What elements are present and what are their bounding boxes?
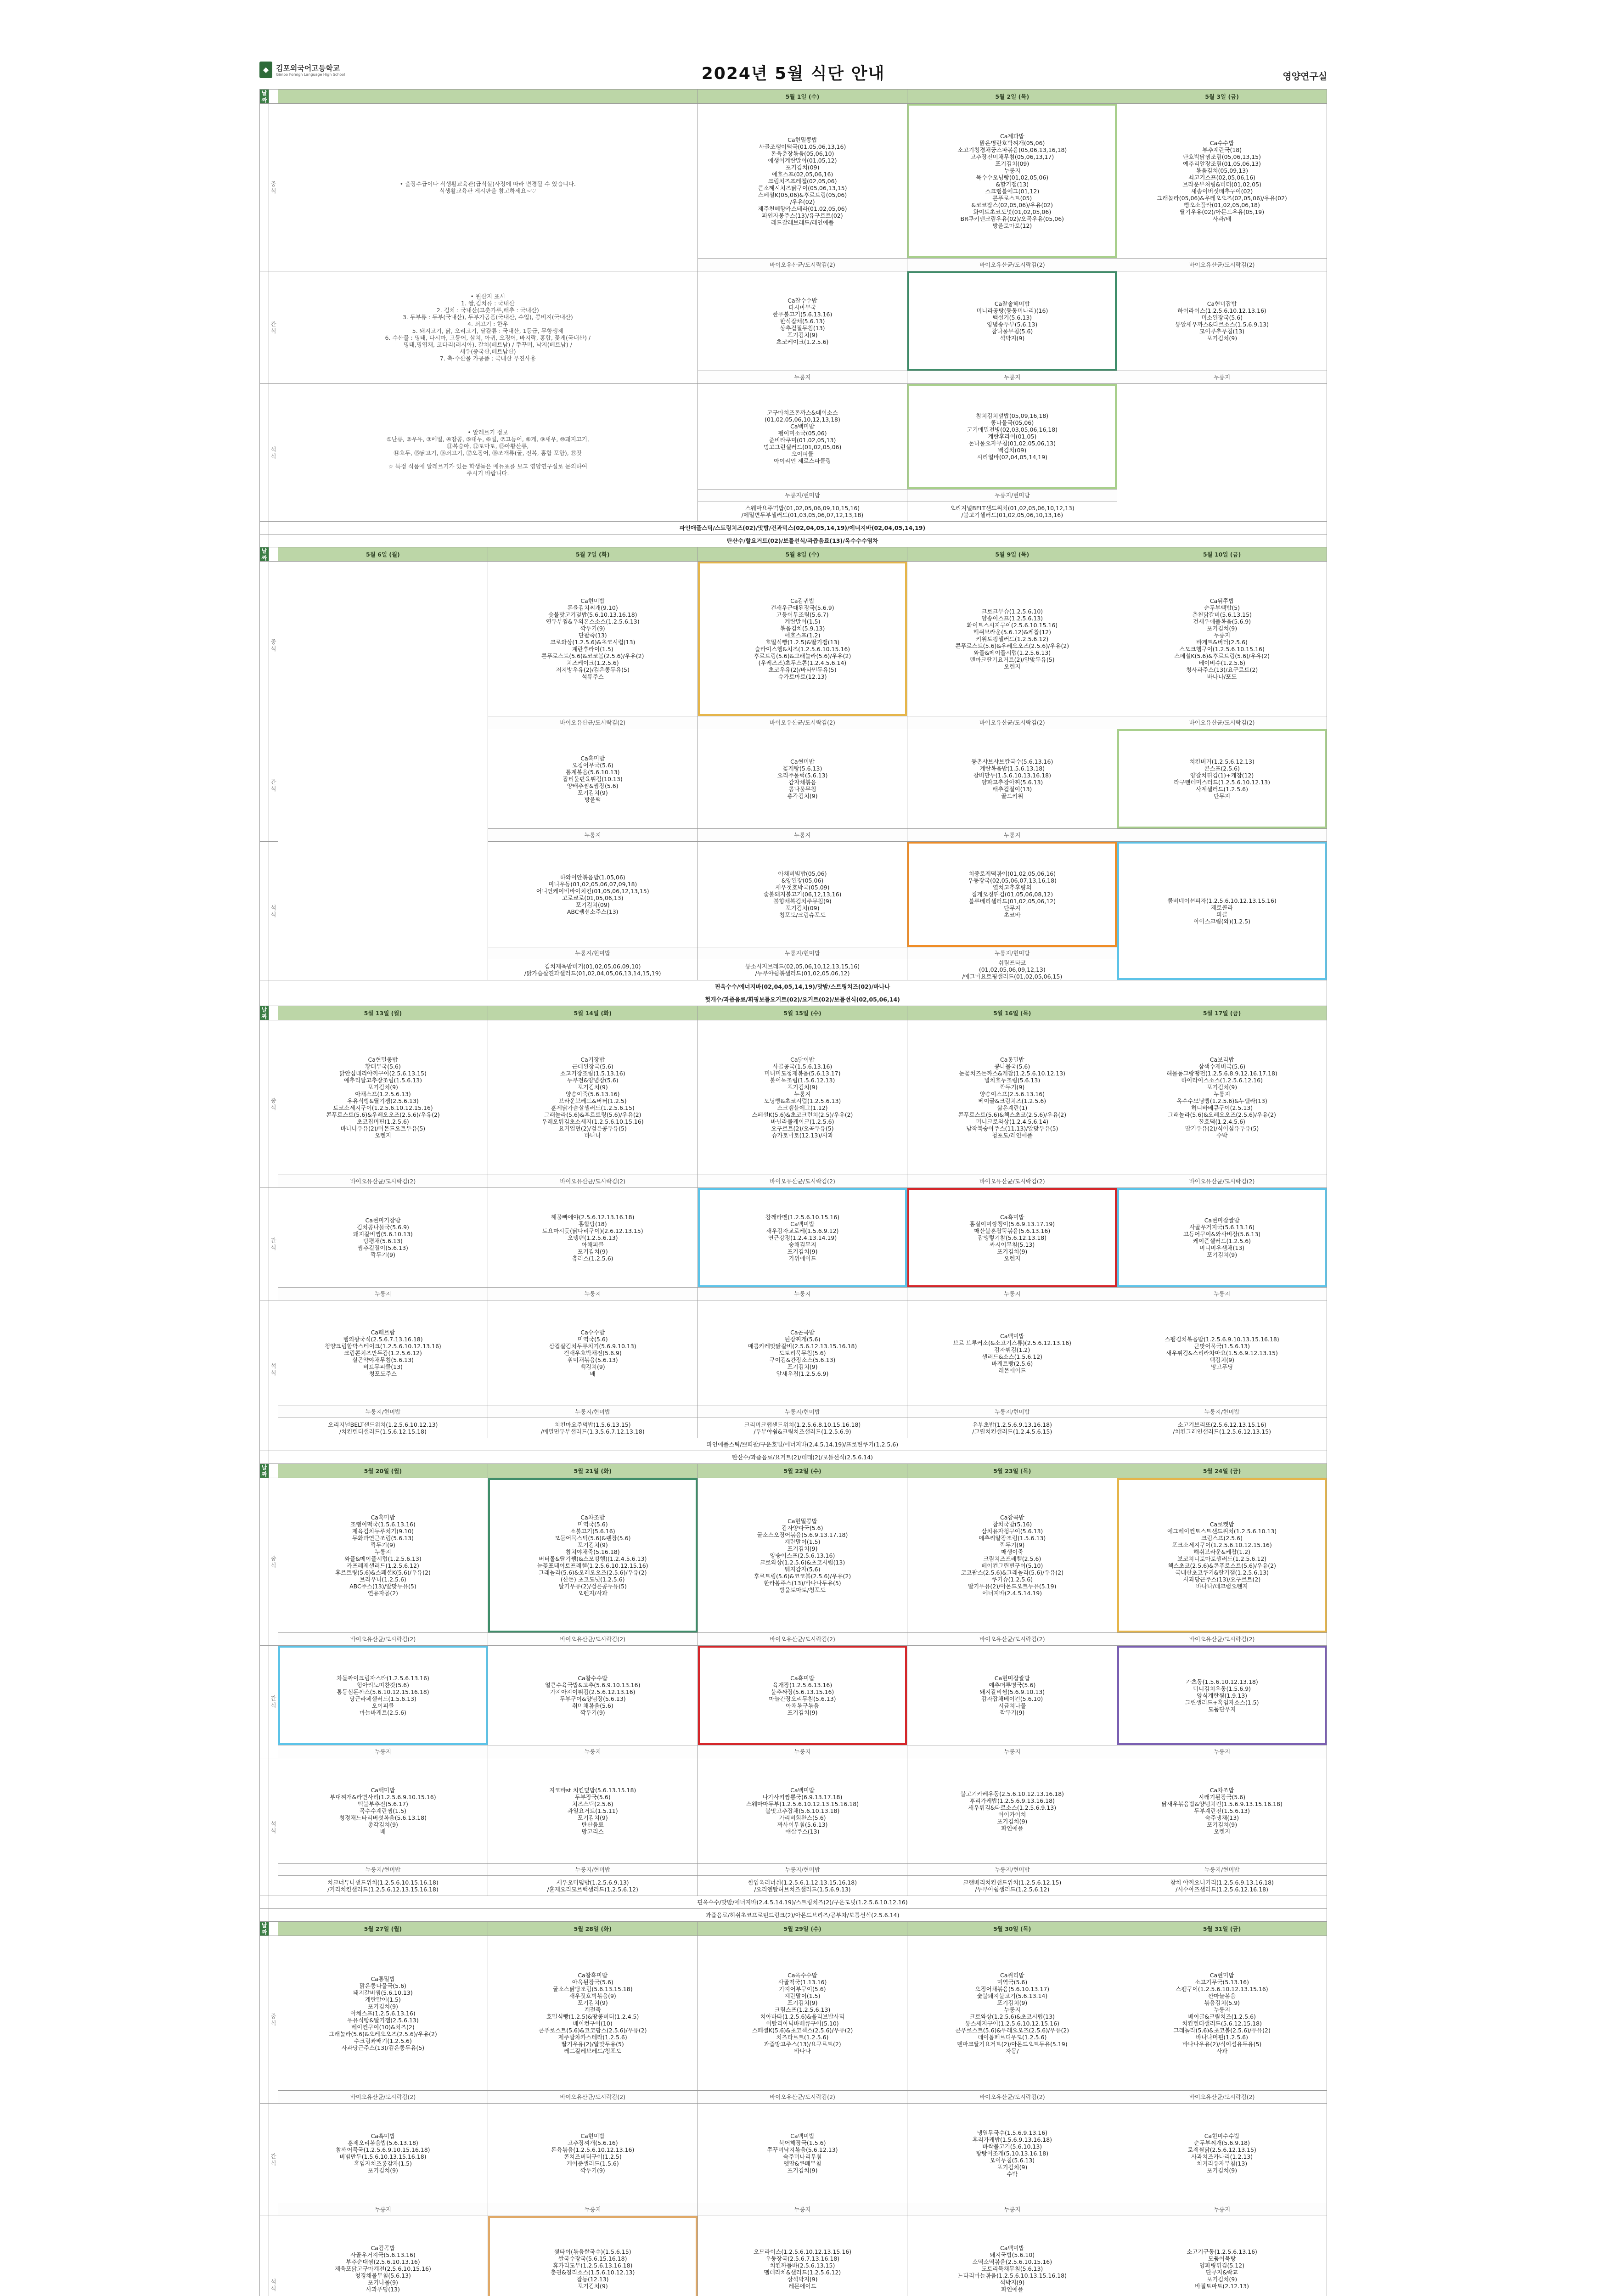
week-4-strip2-row [260,1909,1327,1922]
strip-label-spacer-2 [269,1909,278,1922]
strip-label-spacer [260,1451,269,1464]
week-5-dinner-row [260,2216,1327,2296]
dinner-menu-cell: 오므라이스(1.2.5.6.10.12.13.15.16) 우동장국(2.5.6.7.13.16.18) 치킨까틀바(2.5.6.13.15) 멜데라치&샐러드(1.2.5.6.12) 상석박지(9) 레몬에이드 [698,2216,907,2296]
dinner-menu-cell: 치중로제떡볶이(01,02,05,06,16) 우동장국(02,05,06,07,13,16,18) 열치고추후량의 집게오징튀김(01,05,06,08,12) 블루베리샐러드(01,02,05,06,12) 단무지 초코바 [907,842,1117,947]
origin-note: • 원산지 표시 1. 쌀,김치류 : 국내산 2. 김치 : 국내산(고춧가루,배추 : 국내산) 3. 두부류 : 두부(국내산), 두부가공품(국내산, 수입), 콩비지(국내산) 4. 쇠고기 : 한우 5. 돼지고기, 닭, 오리고기, 달걀류 : 국내산, 1등급, 무항생제 6. 수산물 : 명태, 다시마, 고등어, 삼치, 아귀, 오징어, 바지락, 홍합, 꽃게(국내산) / 명태,명엽채, 코다리(러시아), 갈치(베트남) / 쭈꾸미, 낙지(베트남) / 새우(중국산,베트남산) 7. 축·수산물 가공품 : 국내산 무진사용 [278,271,698,384]
lunch-menu-cell: Ca현밀콩밥 황태무국(5.6) 닭안심데리야끼구이(2.5.6.13.15) 예추리알고추장조림(1.5.6.13) 포기김치(9) 아채스프(1.2.5.6.13) 우유식빵&딸기잼(2.5.6.13) 토코소세지구이(1.2.5.6.10.12.15.16) 콘푸로스트(5.6)&우레오오즈(2.5.6)/우유(2) 초코칩머핀(1.2.5.6) 바나나우유(2)/아몬드오트두유(5) 오렌지 [278,1020,488,1175]
snack-extra-cell: 누룽지 [1117,1288,1327,1300]
dinner-menu-cell: 참치김치덮밥(05,09,16,18) 콩나물국(05,06) 고기메밀전병(02,03,05,06,16,18) 계란후라이(01,05) 돈나물오자무침(01,02,05,06,13) 백김치(09) 시리얼바(02,04,05,14,19) [907,384,1117,490]
snack-menu-cell: 참깨라멘(1.2.5.6.10.15.16) Ca백미밥 새우감자교로케(1.5.6.9.12) 연근강정(1.2.4.13.14.19) 숭채김무지 포기김치(9) 키위에이드 [698,1188,907,1288]
strip-label-spacer [260,1896,269,1909]
day-header-cell: 5월 24일 (금) [1117,1464,1327,1478]
dinner-extra-cell: 누룽지/현미밥 [488,947,698,959]
snack-extra-cell: 누룽지 [488,2203,698,2216]
snack-extra-cell: 누룽지 [698,1745,907,1758]
shared-snack-strip: 핀옥수수/에너지바(02,04,05,14,19)/맛밤/스트링치즈(02)/바나나 [278,980,1327,993]
day-header-cell: 5월 8일 (수) [698,547,907,562]
dinner-menu-cell: 콤비네이션피자(1.2.5.6.10.12.13.15.16) 제로콜라 피클 아이스크림(와)(1.2.5) [1117,842,1327,980]
lunch-extra-cell: 바이오유산균/도시락김(2) [1117,2091,1327,2104]
lunch-menu-cell: Ca옥수수밥 사골떡국(1.13.16) 가지어부구이(5.6) 계란말이(1.5) 포기김치(9) 크림스프(1.2.5.6.13) 치아바타(1.2.5.6)&올리브발사믹 이탈리아닉바베큐구이(5.10) 스페셜K(5.6)&초코첵스(2.5.6)/우유(2) 치즈타르트(1.2.5.6) 과즙망고주스(13)/요구르트(2) 바나나 [698,1936,907,2091]
allergy-note [278,384,698,522]
lunch-extra-cell: 바이오유산균/도시락김(2) [698,716,907,729]
day-header-cell: 5월 22일 (수) [698,1464,907,1478]
week-3-snack-extra-row [260,1288,1327,1300]
strip-label-spacer [260,980,269,993]
blank-label [269,1006,278,1020]
lunch-label: 중식 [269,1478,278,1646]
lunch-menu-cell: Ca현미밥 소고기무국(5.13.16) 스팸구이(1.2.5.6.10.12.13.15.16) 깐마늘볶음 볶음김치(5.9) 누룽지 베이글&크림치즈(1.2.5.6) 치킨텐더샐러드(5.6.12.15.18) 그래놀라(5.6)&초코볼(2.5.6)/우유(2) 바나나머핀(1.2.5.6) 바나나우유(2)/식이섬유두유(5) 사과 [1117,1936,1327,2091]
shared-snack-strip: 파인애플스틱/쁘띠팔/구운호밀/에너지바(2.4.5.14.19)/프로틴쿠키(1.2.5.6) [278,1438,1327,1451]
snack-extra-cell: 누룽지 [488,1288,698,1300]
week-3-lunch-row [260,1020,1327,1175]
week-5-day-header-row [260,1922,1327,1936]
school-emblem-icon: ◆ [259,62,272,78]
snack-extra-cell: 누룽지 [698,829,907,842]
lunch-menu-cell: Ca닭이밥 사골공국(1.5.6.13.16) 미니미도정제볶음(5.6.13.17) 불어묵조림(1.5.6.12.13) 포기김치(9) 누룽지 모닝빵&초코시럽(1.2.5.6.13) 스크램블에그(1.12) 스페셜K(5.6)&초코크런치(2.5)/우유(2) 바닐라롤케이크(1.2.5.6) 요구르트(2)/오곡두유(5) 슈가토마토(12.13)/사과 [698,1020,907,1175]
week-5-snack-row [260,2104,1327,2203]
dinner-takeout-cell: 새우오미덮밥(1.2.5.6.9.13) /훈제오리모르백샐러드(1.2.5.6.12) [488,1876,698,1896]
holiday-cell [278,562,488,980]
dinner-label: 석식 [269,384,278,522]
dinner-takeout-cell: 치킨마요주먹밥(1.5.6.13.15) /메밀면두부샐러드(1.3.5.6.7.12.13.18) [488,1418,698,1438]
dinner-takeout-cell: 오리지널BELT샌드위치(01,02,05,06,10,12,13) /불고기샐러드(01,02,05,06,10,13,16) [907,501,1117,522]
snack-menu-cell: 냉열무국수(1.5.6.9.13.16) 후리가케밥(1.5.6.9.13.16.18) 바싹불고기(5.6.10.13) 탕탕이조개(5.10.13.16.18) 오이무침(5.6.13) 포기김치(9) 수박 [907,2104,1117,2203]
dinner-label: 석식 [269,2216,278,2296]
blank-label [269,1464,278,1478]
week-1-day-header-row [260,90,1327,104]
lunch-extra-cell: 바이오유산균/도시락김(2) [1117,716,1327,729]
week-4-dinner-takeout-row [260,1876,1327,1896]
lunch-menu-cell: Ca흑미밥 조랭이떡국(1.5.6.13.16) 제육김치두루치기(9.10) 무화과연근조림(5.6.13) 깍두기(9) 누룽지 와플&메이플시럽(1.2.5.6.13) 카프레제샐러드(1.2.5.6.12) 후르트링(5.6)&스페셜K(5.6)/우유(2) 브라우니(1.2.5.6) ABC주스(13)/알맞두유(5) 연유자몽(2) [278,1478,488,1633]
snack-label: 간식 [269,271,278,384]
dinner-menu-cell: Ca패르랍 햄의왕국식(2.5.6.7.13.16.18) 청양크림함박스테이크(1.2.5.6.10.12.13.16) 크림콘치즈만두감(1.2.5.6.12) 실곤약야채무침(5.6.13) 비트무피클(13) 청포도주스 [278,1300,488,1406]
snack-menu-cell: 등촌샤브샤브칼국수(5.6.13.16) 계란볶음밥(1.5.6.13.18) 갈비만두(1.5.6.10.13.16.18) 양파고추장아찌(5.6.13) 배추겉절이(13) 골드키위 [907,729,1117,829]
dinner-label: 석식 [269,842,278,980]
allergy-info: • 알레르기 정보 ①난류, ②우유, ③메밀, ④땅콩, ⑤대두, ⑥밀, ⑦고등어, ⑧게, ⑨새우, ⑩돼지고기, ⑪복숭아, ⑫토마토, ⑬아황산류, ⑭호두, ⑮닭고기, ⑯쇠고기, ⑰오징어, ⑱조개류(굴, 전복, 홍합 포함), ⑲잣 [279,429,697,456]
meal-label-spacer [260,1936,269,2104]
lunch-extra-cell: 바이오유산균/도시락김(2) [907,259,1117,271]
weekday-label: 날짜 [260,1922,269,1936]
week-4-snack-row [260,1646,1327,1745]
dinner-menu-cell: 고구마치즈돈까스&데이소스 (01,02,05,06,10,12,13,18) Ca백미밥 팽이미소국(05,06) 준비타쿠미(01,02,05,13) 멍고그린샐러드(01,02,05,06) 오이피클 아이리언 제로스파클링 [698,384,907,490]
dinner-takeout-cell: 크리미크랩샌드위치(1.2.5.6.8.10.15.16.18) /두부야쉼&크림치즈샐러드(1.2.5.6.9) [698,1418,907,1438]
strip-label-spacer-2 [269,1896,278,1909]
week-4-lunch-extra-row [260,1633,1327,1646]
day-header-cell: 5월 15일 (수) [698,1006,907,1020]
snack-menu-cell: 가츠동(1.5.6.10.12.13.18) 미니김치우동(1.5.6.9) 양식계란찜(1.9.13) 그린샐러드+흑임자소스(1.5) 모둠단무지 [1117,1646,1327,1745]
day-header-cell: 5월 3일 (금) [1117,90,1327,104]
week-1-snack-row [260,271,1327,371]
snack-extra-cell: 누룽지 [488,1745,698,1758]
page-header [259,59,1327,89]
info-note: • 출장수급이나 식생활교육관(급식실)사정에 따라 변경될 수 있습니다. 식생활교육관 게시판을 참고하세요~♡ [278,104,698,271]
dinner-menu-cell: 찢타이(볶음쌀국수)(1.5.6.15) 쌀국수장국(5.6.15.16.18) 휴가리도무(1.2.5.6.13.16.18) 춘권&칠리소스(1.5.6.10.12.13) 잡동(12.13) 포기김치(9) [488,2216,698,2296]
meal-label-spacer [260,562,269,729]
week-4-strip1-row [260,1896,1327,1909]
snack-menu-cell: Ca찰수수밥 얼큰수육국밥&고추(5.6.9.10.13.16) 가지아지이튀김(2.5.6.12.13.16) 두부구이&양념장(5.6.13) 취미채볶음(5.6) 깍두기(9) [488,1646,698,1745]
lunch-label: 중식 [269,1936,278,2104]
snack-label: 간식 [269,1646,278,1758]
week-5-lunch-extra-row [260,2091,1327,2104]
snack-extra-cell: 누룽지 [698,371,907,384]
snack-menu-cell: 치킨버거(1.2.5.6.12.13) 콘스프(2.5.6) 양갈치튀김(1)+케찹(12) 라구렌데미스터드(1.2.5.6.10.12.13) 사계샐러드(1.2.5.6) 단무지 [1117,729,1327,829]
shared-snack-strip: 탄산수/과즙음료/요거트(2)/데테(2)/보틀선식(2.5.6.14) [278,1451,1327,1464]
dinner-label: 석식 [269,1300,278,1438]
lunch-extra-cell: 바이오유산균/도시락김(2) [278,1175,488,1188]
lunch-extra-cell: 바이오유산균/도시락김(2) [907,1633,1117,1646]
week-3-day-header-row [260,1006,1327,1020]
snack-menu-cell: Ca흑미밥 오징어무국(5.6) 통계볶음(5.6.10.13) 잡티물편육튀김(10.13) 양배추찜&쌈장(5.6) 포기김치(9) 방울떡 [488,729,698,829]
lunch-menu-cell: Ca로켓밥 에그베이컨토스트샌드위치(1.2.5.6.10.13) 크림스프(2.5.6) 포크소세지구이(1.2.5.6.10.12.15.16) 해쉬브라운&케찹(1.2) 보코치니토마토샐러드(1.2.5.6.12) 첵스초코(2.5.6)&콘푸로스트(5.6)/우유(2) 국내산초코쿠키&딸기잼(1.2.5.6.13) 사과당근주스(13)/요구르트(2) 바나나/데크럼오렌지 [1117,1478,1327,1633]
week-3-dinner-extra-row [260,1406,1327,1418]
strip-label-spacer [260,1438,269,1451]
lunch-menu-cell: Ca통밀밥 맑은콩나물국(5.6) 돼지갈비찜(5.6.10.13) 계란말이(1.5) 포기김치(9) 아채스프(1.2.5.6.13.16) 우유식빵&딸기잼(2.5.6.13) 베이컨구이(10)&치즈(2) 그래놀라(5.6)&오레오오즈(2.5.6)/우유(2) 수크림꽈배기(1.2.5.6) 사과당근주스(13)/검은콩두유(5) [278,1936,488,2091]
dinner-extra-cell: 누룽지/현미밥 [907,947,1117,959]
dinner-takeout-cell: 스웨마요주먹밥(01,02,05,06,09,10,15,16) /메밀면두부샐러드(01,03,05,06,07,12,13,18) [698,501,907,522]
lunch-extra-cell: 바이오유산균/도시락김(2) [278,1633,488,1646]
snack-menu-cell: Ca백미밥 북어해장국(1.5.6) 쭈꾸미낙지볶음(5.6.12.13) 숙주미나리무침 옛딸&쿠폐무침 포기김치(9) [698,2104,907,2203]
day-header-cell: 5월 13일 (월) [278,1006,488,1020]
dinner-menu-cell: Ca백미밥 부대찌개&라면사리(1.2.5.6.9.10.15.16) 떡불부추전(5.6.17) 목수수계란찜(1.5) 청경채느타리버섯볶음(5.6.13.18) 총각김치(9) 배 [278,1758,488,1864]
day-header-cell: 5월 29일 (수) [698,1922,907,1936]
snack-menu-cell: Ca흑미밥 홍실이미깡챙이(5.6.9.13.17.19) 매산불혼찹뚝볶음(5.6.13.16) 잡앵렇기참(5.6.12.13.18) 싸시이무침(5.13) 포기김치(9) 오렌지 [907,1188,1117,1288]
snack-extra-cell: 누룽지 [1117,2203,1327,2216]
lunch-menu-cell: Ca쥐리밥 미역국(5.6) 오징어채볶음(5.6.10.13.17) 숯불돼지불고기(5.6.13.14) 포기김치(9) 누룽지 크로와상(1.2.5.6)&초코시럽(13) 통스세지구이(1.2.5.6.10.12.15.16) 콘푸로스트(5.6)&우레오오즈(2.5.6)/우유(2) 데이톱페르디우도(1.2.5.6) 덴마크딸기요거트(2)/아몬드오트두유(5.19) 자몽/ [907,1936,1117,2091]
lunch-menu-cell: Ca잡곡밥 참치국밥(5.16) 삼치유자청구이(5.6.13) 메추리알장조림(1.5.6.13) 깍두기(9) 매생이죽 크림치즈프레첼(2.5.6) 베이컨그린빈구이(5.10) 코코팝스(2.5.6)&그래놀라(5.6)/우유(2) 쿠키슈(1.2.5.6) 딸기우유(2)/아몬드오트두유(5.19) 에너지바(2.4.5.14.19) [907,1478,1117,1633]
snack-menu-cell: Ca현미밥 고추장찌개(5.6.16) 돈육볶음(1.2.5.6.10.12.13.16) 콘치즈버터구이(1.2.5) 케이준샐러드(1.5.6) 깍두기(9) [488,2104,698,2203]
strip-label-spacer [260,993,269,1006]
menu-table [259,89,1327,2296]
meal-label-spacer [260,729,269,842]
lunch-extra-cell: 바이오유산균/도시락김(2) [907,716,1117,729]
lunch-menu-cell: Ca감귀밥 건새우근대된장국(5.6.9) 고등어무조림(5.6.7) 계란말이(1.5) 볶음김치(5.9.13) 애호스프(1.2) 호밀식빵(1.2.5)&딸기잼(13) 슬라이스햄&치즈(1.2.5.6.10.15.16) 후르트링(5.6)&그래놀라(5.6)/우유(2) (우레즈즈)초두스콘(1.2.4.5.6.14) 초코우유(2)/바타민두유(5) 슈가토마토(12.13) [698,562,907,716]
meal-label-spacer [260,1646,269,1758]
snack-menu-cell: 차돌짜이크림자스타(1.2.5.6.13.16) 형아리노띠찬갓(5.6) 통등심돈까스(5.6.10.12.15.16.18) 당근라페샐러드(1.5.6.13) 오이피클 마늘바게트(2.5.6) [278,1646,488,1745]
day-header-cell: 5월 20일 (월) [278,1464,488,1478]
snack-label: 간식 [269,729,278,842]
shared-snack-strip: 탄산수/할요거트(02)/보틀선식/과즙음료(13)/옥수수수염차 [278,535,1327,547]
week-4-snack-extra-row [260,1745,1327,1758]
day-header-cell: 5월 31일 (금) [1117,1922,1327,1936]
lunch-extra-cell: 바이오유산균/도시락김(2) [488,1175,698,1188]
meal-label-spacer [260,1188,269,1300]
snack-label: 간식 [269,1188,278,1300]
dinner-menu-cell: Ca백미밥 나가사키짬뽕국(6.9.13.17.18) 스웨마마두부(1.2.5.6.10.12.13.15.16.18) 볼맛고추잡채(5.6.10.13.18) 가리비회완스(5.6) 짜사이무침(5.6.13) 얘살주스(13) [698,1758,907,1864]
week-2-day-header-row [260,547,1327,562]
lunch-menu-cell: Ca현미밥 돈육김치찌개(9.10) 숯불맛고기덮밥(5.6.10.13.16.18) 연두부찜&우외폰스소스(1.2.5.6.13) 깍두기(9) 단팥죽(13) 크로와상(1.2.5.6)&초코시럽(13) 계란후라이(1.5) 콘푸로스트(5.6)&코코볼(2.5.6)/우유(2) 치즈케이크(1.2.5.6) 저지방우유(2)/검은콩두유(5) 석류주스 [488,562,698,716]
week-3-dinner-takeout-row [260,1418,1327,1438]
lunch-extra-cell: 바이오유산균/도시락김(2) [698,1633,907,1646]
snack-menu-cell: Ca흑미밥 육개장(1.2.5.6.13.16) 불추짜장(5.6.13.15.16) 마늘간장오리무침(5.6.13) 아채볶구볶음 포기김치(9) [698,1646,907,1745]
lunch-label: 중식 [269,104,278,271]
dinner-menu-cell: Ca수수밥 미역국(5.6) 삼겹살김치두루치기(5.6.9.10.13) 건새우호박채전(5.6.9) 취미채볶음(5.6.13) 백김치(9) 배 [488,1300,698,1406]
dinner-menu-cell: Ca검곡밥 사골우거지국(5.6.13.16) 부추순대찜(2.5.6.10.13.16) 제육포닭고구마계전(2.5.6.10.15.16) 청경채물무침(5.6.13) 포기나물(9) 사과푸딩(13) [278,2216,488,2296]
strip-label-spacer [260,535,269,547]
lunch-menu-cell: 크로크무슈(1.2.5.6.10) 양송이스프(1.2.5.6.13) 화이트스시지구이(2.5.6.10.15.16) 해쉬브라운(5.6.12)&케찹(12) 키위토핑샐러드(1.2.5.6.12) 콘푸로스트(5.6)&우레오오즈(2.5.6)/우유(2) 와플&메이플시럽(1.2.5.6.13) 덴마크딸기요거트(2)/알맞두유(5) 오렌지 [907,562,1117,716]
dinner-menu-cell: Ca곤곡밥 된장찌개(5.6) 매콤카레맛닭갈비(2.5.6.12.13.15.16.18) 도토리묵무침(5.6) 구이김&간장소스(5.6.13) 포기김치(9) 알새우칩(1.2.5.6.9) [698,1300,907,1406]
day-header-cell: 5월 1일 (수) [698,90,907,104]
dinner-takeout-cell: 소고기브리또(2.5.6.12.13.15.16) /치킨그레인샐러드(1.2.5.6.12.13.15) [1117,1418,1327,1438]
dinner-takeout-cell: 크랜베리치킨샌드위치(1.2.5.6.12.15) /두부아쉼샐러드(1.2.5.6.12) [907,1876,1117,1896]
strip-label-spacer-2 [269,1451,278,1464]
week-3-strip2-row [260,1451,1327,1464]
lunch-menu-cell: Ca현밀콩밥 사골조랭이떡국(01,05,06,13,16) 돈육춘장볶음(05,06,10) 애생이계란말이(01,05,12) 포기김치(09) 애호스프(02,05,06,16) 크림치즈프레첼(02,05,06) 큰소혜시치즈닭구이(05,06,13,15) 스페셜K(05,06)&후르트링(05,06) /우유(02) 제주천혜향카스테라(01,02,05,06) 파인자몽주스(13)/유구르트(02) 레드갈레브레드/레인애플 [698,104,907,259]
dinner-extra-cell: 누룽지/현미밥 [278,1406,488,1418]
week-5-lunch-row [260,1936,1327,2091]
week-4-dinner-row [260,1758,1327,1864]
meal-label-spacer [260,2104,269,2216]
dinner-extra-cell: 누룽지/현미밥 [907,1406,1117,1418]
lunch-extra-cell: 바이오유산균/도시락김(2) [488,1633,698,1646]
dinner-extra-cell: 누룽지/현미밥 [698,1864,907,1876]
week-2-strip2-row [260,993,1327,1006]
dinner-menu-cell: Ca백미밥 브르 브루커소(&소고기스튜)(2.5.6.12.13.16) 감자튀김(1.2) 샐러드&소스(1.5.6.12) 바게트빵(2.5.6) 레몬에이드 [907,1300,1117,1406]
lunch-label: 중식 [269,562,278,729]
day-header-cell: 5월 27일 (월) [278,1922,488,1936]
snack-menu-cell: Ca흑미밥 훈제오리볶음밥(5.6.13.18) 참깨어묵국(1.2.5.6.9.10.15.16.18) 비빔만두(1.5.6.10.13.15.16.18) 흑임자치즈롱감자(1.5) 포기김치(9) [278,2104,488,2203]
blank-label [269,547,278,562]
snack-menu-cell: Ca찰수수밥 다시마무국 한우불고기(5.6.13.16) 한식잡채(5.6.13) 상추겉절무침(13) 포기김치(9) 초코케이크(1.2.5.6) [698,271,907,371]
strip-label-spacer-2 [269,1438,278,1451]
meal-label-spacer [260,1020,269,1188]
lunch-menu-cell: Ca제과밥 맑은명란호박찌개(05,06) 소고기청경채궁스파볶음(05,06,13,16,18) 고추장진미채무침(05,06,13,17) 포기김치(09) 누룽지 목수수오닝빵(01,02,05,06) &할기잼(13) 스크램블에그(01,12) 콘푸로스트(05) &코코팝스(02,05,06)/우유(02) 화이트초코도넛(01,02,05,06) BR쿠키앤크림우유(02)/오곡우유(05,06) 방울토마토(12) [907,104,1117,259]
dinner-extra-cell: 누룽지/현미밥 [488,1406,698,1418]
dinner-takeout-cell: 유부초밥(1.2.5.6.9.13.16.18) /그릴치킨샐러드(1.2.4.5.6.15) [907,1418,1117,1438]
snack-extra-cell: 누룽지 [1117,371,1327,384]
shared-snack-strip: 파인애플스틱/스트링치즈(02)/맛밤/건과덕스(02,04,05,14,19)/에너지바(02,04,05,14,19) [278,522,1327,535]
lunch-menu-cell: Ca보리밥 삼색수제비국(5.6) 해물동그랑땡전(1.2.5.6.8.9.12.16.17.18) 하이라이스소스(1.2.5.6.12.16) 포기김치(9) 누룽지 옥수수모닝빵(1.2.5.6)&누텔라(13) 허니바베큐구이(2.5.13) 그래놀라(5.6)&오레오오즈(2.5.6)/우유(2) 꿀호떡(1.2.4.5.6) 딸기우유(2)/식이섬유두유(5) 수박 [1117,1020,1327,1175]
day-header-cell: 5월 17일 (금) [1117,1006,1327,1020]
week-3-lunch-extra-row [260,1175,1327,1188]
day-header-cell: 5월 7일 (화) [488,547,698,562]
dinner-takeout-cell: 쉬림프타코 (01,02,05,06,09,12,13) /에그마요토핑샐러드(01,02,05,06,15) [907,959,1117,980]
snack-extra-cell: 누룽지 [698,1288,907,1300]
dinner-menu-cell: 스팸김치볶음밥(1.2.5.6.9.10.13.15.16.18) 근맛어묵국(1.5.6.13) 새우튀김&스리라차마요(1.5.6.9.12.13.15) 백김치(9) 망고푸딩 [1117,1300,1327,1406]
strip-label-spacer-2 [269,980,278,993]
snack-label: 간식 [269,2104,278,2216]
snack-menu-cell: Ca현미잡밥 하이라이스(1.2.5.6.10.12.13.16) 미소된장국(5.6) 통알새우까스&타르소스(1.5.6.9.13) 모이부추무침(13) 포기김치(9) [1117,271,1327,371]
snack-extra-cell: 누룽지 [1117,1745,1327,1758]
snack-extra-cell: 누룽지 [698,2203,907,2216]
dinner-takeout-cell: 통소시지브레드(02,05,06,10,12,13,15,16) /두부야쉼볶샐러드(01,02,05,06,12) [698,959,907,980]
snack-extra-cell: 누룽지 [907,1288,1117,1300]
lunch-label: 중식 [269,1020,278,1188]
snack-menu-cell: 해물빠에야(2.5.6.12.13.16.18) 홍합탕(18) 토요마시듯(닭다리구이)(2.6.12.13.15) 오뎅편(1.2.5.6.13) 아채피클 포기김치(9) 츄러스(1.2.5.6) [488,1188,698,1288]
snack-extra-cell: 누룽지 [278,1288,488,1300]
dinner-extra-cell: 누룽지/현미밥 [488,1864,698,1876]
shared-snack-strip: 핀옥수수/맛밤/에너지바(2.4.5.14.19)/스트링치즈(2)/구운도넛(1.2.5.6.10.12.16) [278,1896,1327,1909]
dinner-extra-cell: 누룽지/현미밥 [1117,1406,1327,1418]
meal-label-spacer [260,384,269,522]
day-header-cell: 5월 28일 (화) [488,1922,698,1936]
day-header-cell: 5월 2일 (목) [907,90,1117,104]
shared-snack-strip: 헛개수/과즙음료/휘핑보틀요거트(02)/요거트(02)/보틀선식(02,05,06,14) [278,993,1327,1006]
meal-label-spacer [260,1478,269,1646]
week-3-snack-row [260,1188,1327,1288]
day-header-cell: 5월 23일 (목) [907,1464,1117,1478]
lunch-menu-cell: Ca통밀밥 콩나물국(5.6) 눈꽃치즈돈까스&케찹(1.2.5.6.10.12.13) 멸치호두조림(5.6.13) 깍두기(9) 양송이스프(2.5.6.13.16) 베이글&크림치즈(1.2.5.6) 삶은계란(1) 콘푸로스트(5.6)&첵스초코(2.5.6)/우유(2) 미니크로와상(1.2.4.5.6.14) 남작복숭아주스(11.13)/알맞두유(5) 청포도/레인애플 [907,1020,1117,1175]
lunch-extra-cell: 바이오유산균/도시락김(2) [1117,1175,1327,1188]
lunch-menu-cell: Ca현밀콩밥 감자양파국(5.6) 굴소스오징어볶음(5.6.9.13.17.18) 계란말이(1.5) 포기김치(9) 양송이스프(2.5.6.13.16) 크로와상(1.2.5.6)&초코시럽(13) 웨지감자(5.6) 후르트링(5.6)&코코볼(2.5.6)/우유(2) 한라봉주스(13)/바나나두유(5) 방울토마토/청포도 [698,1478,907,1633]
weekday-label: 날짜 [260,1006,269,1020]
snack-menu-cell: Ca현미잡쌀밥 사골우거지국(5.6.13.16) 고등어구이&와사비장(5.6.13) 케이준샐러드(1.2.5.6) 미니미우셈채(13) 포기김치(9) [1117,1188,1327,1288]
meal-label-spacer [260,104,269,271]
dinner-extra-cell: 누룽지/현미밥 [1117,1864,1327,1876]
dinner-extra-cell: 누룽지/현미밥 [907,1864,1117,1876]
day-header-cell: 5월 30일 (목) [907,1922,1117,1936]
lunch-menu-cell: Ca뒤쭈밥 순두부백밥(5) 춘천닭갈비(5.6.13.15) 건새우애플볶음(5.6.9) 포기김치(9) 누룽지 바게트&버터(2.5.6) 스모크햄구이(1.2.5.6.10.15.16) 스페셜K(5.6)&후르트링(5.6)/우유(2) 베이비슈(1.2.5.6) 청사과주스(13)/요구르트(2) 바나나/포도 [1117,562,1327,716]
allergy-contact: ☆ 특정 식품에 알레르기가 있는 학생들은 메뉴표를 보고 영양연구실로 문의하여 주시기 바랍니다. [279,463,697,477]
snack-menu-cell: Ca현미잡쌀밥 예추떠투명국(5.6) 돼지갈비찜(5.6.9.10.13) 감자잡채베이컨(5.6.10) 시금치나물 깍두기(9) [907,1646,1117,1745]
meal-label-spacer [260,842,269,980]
dinner-extra-cell: 누룽지/현미밥 [907,490,1117,501]
school-name: 김포외국어고등학교 [276,62,340,73]
day-header-empty [278,90,698,104]
page-title: 2024년 5월 식단 안내 [259,61,1327,84]
meal-label-spacer [260,1300,269,1438]
dinner-takeout-cell: 치크너튜나샌드위치(1.2.5.6.10.15.16.18) /커리치킨샐러드(1.2.5.6.12.13.15.16.18) [278,1876,488,1896]
snack-menu-cell: Ca현미밥 꽃게탕(5.6.13) 오리주물럭(5.6.13) 감자채볶음 콩나물무침 총각김치(9) [698,729,907,829]
weekday-label: 날짜 [260,90,269,104]
lunch-extra-cell: 바이오유산균/도시락김(2) [488,2091,698,2104]
dinner-extra-cell: 누룽지/현미밥 [698,947,907,959]
dinner-menu-cell: Ca차조밥 시래기된장국(5.6) 닭새우볶음밥&양념치킨(1.5.6.9.13.15.16.18) 두부계란전(1.5.6.13) 숙주냉채(13) 포기김치(9) 오렌지 [1117,1758,1327,1864]
strip-label-spacer-2 [269,993,278,1006]
snack-extra-cell: 누룽지 [907,829,1117,842]
snack-extra-cell [1117,829,1327,842]
snack-extra-cell: 누룽지 [278,2203,488,2216]
day-header-cell: 5월 9일 (목) [907,547,1117,562]
dinner-menu-cell: 지코바st 치킨덮밥(5.6.13.15.18) 두부장국(5.6) 치즈스틱(2.5.6) 과일요거트(1.5.11) 포기김치(9) 탄산음료 망고리스 [488,1758,698,1864]
lunch-extra-cell: 바이오유산균/도시락김(2) [1117,259,1327,271]
week-2-strip1-row [260,980,1327,993]
lunch-extra-cell: 바이오유산균/도시락김(2) [1117,1633,1327,1646]
meal-label-spacer [260,2216,269,2296]
dinner-menu-cell: 소고기규동(1.2.5.6.13.16) 모둠어묵탕 양파링튀김(5.12) 단무지&락교 포기김치(9) 바질토마토(2.12.13) [1117,2216,1327,2296]
dinner-takeout-cell: 한입옥러너쉬(1.2.5.6.1.12.13.15.16.18) /오리엔탈허브치즈샐러드(1.5.6.9.13) [698,1876,907,1896]
lunch-menu-cell: Ca수수밥 부추계란국(18) 단호박닭찜조림(05,06,13,15) 예추리알장조림(01,05,06,13) 볶음김치(05,09,13) 쇠고기스프(02,05,06,16) 브라운부처링&버터(01,02,05) 새송이버섯배추구이(02) 그래놀라(05,06)&우레오오즈(02,05,06)/우유(02) 빵오소플라(01,02,05,06,18) 딸기우유(02)/아몬드우유(05,19) 사과/배 [1117,104,1327,259]
lunch-extra-cell: 바이오유산균/도시락김(2) [698,2091,907,2104]
blank-label [269,1922,278,1936]
school-name-en: Gimpo Foreign Language High School [276,73,345,77]
lunch-extra-cell: 바이오유산균/도시락김(2) [698,1175,907,1188]
department-label: 영양연구실 [1283,69,1327,82]
lunch-menu-cell: Ca기장밥 근대된장국(5.6) 소고기장조림(1.5.13.16) 두부전&양념장(5.6) 포기김치(9) 양송이죽(5.6.13.16) 브라운브레드&버터(1.2.5) 훈제닭가슴살샐러드(1.2.5.6.15) 그래놀라(5.6)&후르트링(5.6)/우유(2) 우레오튀김초소세지(1.2.5.6.10.15.16) 요거얼던(2)/검은콩두유(5) 바나나 [488,1020,698,1175]
lunch-extra-cell: 바이오유산균/도시락김(2) [698,259,907,271]
snack-extra-cell: 누룽지 [278,1745,488,1758]
strip-label-spacer [260,522,269,535]
snack-extra-cell: 누룽지 [907,2203,1117,2216]
meal-label-spacer [260,271,269,384]
snack-menu-cell: Ca찰솥혜미밥 미니라공탕(동동미나리)(16) 백설기(5.6.13) 양념송두부(5.6.13) 참나물무침(5.6) 석박지(9) [907,271,1117,371]
snack-extra-cell: 누룽지 [907,371,1117,384]
dinner-extra-cell: 누룽지/현미밥 [698,490,907,501]
dinner-extra-cell: 누룽지/현미밥 [278,1864,488,1876]
shared-snack-strip: 과즙음료/허쉬초코프로틴드링크(2)/아몬드브리즈/공부차/보틀선식(2.5.6.14) [278,1909,1327,1922]
dinner-menu-cell: Ca백미밥 돼지국밥(5.6.10) 소떡소떡볶음(2.5.6.10.15.16) 도토리묵채무침(5.6.13) 느타리마늘볶음(1.2.5.6.10.13.15.16.18) 석박지(9) 파인애플 [907,2216,1117,2296]
weekday-label: 날짜 [260,1464,269,1478]
menu-body [260,90,1327,2296]
week-3-strip1-row [260,1438,1327,1451]
snack-menu-cell: Ca현미수수밥 순두부찌개(5.6.9.18) 로제찜닭(2.5.6.12.13.15) 사과치즈카나리(1.2.13) 치커리유자무침(13) 포기김치(9) [1117,2104,1327,2203]
strip-label-spacer-2 [269,535,278,547]
lunch-extra-cell: 바이오유산균/도시락김(2) [488,716,698,729]
snack-menu-cell: Ca현미기장밥 김치콩나물국(5.6.9) 돼지갈비찜(5.6.10.13) 탕평채(5.6.13) 쌈추겉절이(5.6.13) 깍두기(9) [278,1188,488,1288]
blank-label [269,90,278,104]
lunch-extra-cell: 바이오유산균/도시락김(2) [278,2091,488,2104]
strip-label-spacer [260,1909,269,1922]
lunch-extra-cell: 바이오유산균/도시락김(2) [907,2091,1117,2104]
dinner-label: 석식 [269,1758,278,1896]
meal-label-spacer [260,1758,269,1896]
dinner-takeout-cell: 참치 야끼오니기리(1.2.5.6.9.13.16.18) /시수아즈샐러드(1.2.5.6.12.16.18) [1117,1876,1327,1896]
dinner-menu-cell: 불고기카레우동(2.5.6.10.12.13.16.18) 후리가케밥(1.2.5.6.9.13.16.18) 새우튀김&타르소스(1.2.5.6.9.13) 아이카이치 포기김치(9) 파인애플 [907,1758,1117,1864]
day-header-cell: 5월 14일 (화) [488,1006,698,1020]
snack-extra-cell: 누룽지 [488,829,698,842]
empty-cell [1117,384,1327,522]
day-header-cell: 5월 21일 (화) [488,1464,698,1478]
dinner-takeout-cell: 오리지널BELT샌드위치(1.2.5.6.10.12.13) /치킨텐더샐러드(1.5.6.12.15.18) [278,1418,488,1438]
weekday-label: 날짜 [260,547,269,562]
dinner-menu-cell: 아채비빔밥(05,06) &양된장(05,06) 새우젓호박국(05,09) 숯불돼지불고기(06,12,13,16) 불향채복김치주무침(9) 포기김치(09) 청포도/크림슈포도 [698,842,907,947]
day-header-cell: 5월 10일 (금) [1117,547,1327,562]
week-4-lunch-row [260,1478,1327,1633]
week-3-dinner-row [260,1300,1327,1406]
strip-label-spacer-2 [269,522,278,535]
week-5-snack-extra-row [260,2203,1327,2216]
dinner-menu-cell: 하와이안볶음밥(1.05,06) 미니우동(01,02,05,06,07,09,18) 어니언케이비바이치킨(01,05,06,12,13,15) 고로쿄로(01,05,06,13) 포기김치(09) ABC쌤선소주스(13) [488,842,698,947]
dinner-takeout-cell: 김치제육밥버거(01,02,05,06,09,10) /닭가슴살견과샐러드(01,02,04,05,06,13,14,15,19) [488,959,698,980]
week-2-lunch-row [260,562,1327,716]
week-4-day-header-row [260,1464,1327,1478]
week-4-dinner-extra-row [260,1864,1327,1876]
day-header-cell: 5월 6일 (월) [278,547,488,562]
lunch-menu-cell: Ca찰흑미밥 아욱된장국(5.6) 굴소스닭당조림(5.6.13.15.18) 새우젓호박볶음(9) 포기김치(9) 계절죽 호밀식빵(1.2.5)&땅콩버터(1.2.4.5) 베이컨구이(10) 콘푸로스트(5.6)&코코팝스(2.5.6)/우유(2) 제주말차카스테라(1.2.5.6) 딸기우유(2)/알맞두유(5) 레드갈레브레드/청포도 [488,1936,698,2091]
week-1-dinner-row [260,384,1327,490]
week-1-strip1-row [260,522,1327,535]
lunch-menu-cell: Ca차조밥 미역국(5.6) 소불고기(5.6.16) 모둠어묵스틱(5.6)&렌장(5.6) 포기김치(9) 참치야채죽(5.16.18) 버터롤&딸기쨈(&스모킹햄)(1.2.4.5.6.13) 눈꽃포테이토프레첼(1.2.5.6.10.12.15.16) 그래놀라(5.6)&오레오오즈(2.5.6)/우유(2) (산돈) 초코도넛(1.2.5.6) 딸기우유(2)/검은콩두유(5) 오렌지/사과 [488,1478,698,1633]
dinner-extra-cell: 누룽지/현미밥 [698,1406,907,1418]
day-header-cell: 5월 16일 (목) [907,1006,1117,1020]
week-1-strip2-row [260,535,1327,547]
lunch-extra-cell: 바이오유산균/도시락김(2) [907,1175,1117,1188]
snack-extra-cell: 누룽지 [907,1745,1117,1758]
week-1-lunch-row [260,104,1327,259]
